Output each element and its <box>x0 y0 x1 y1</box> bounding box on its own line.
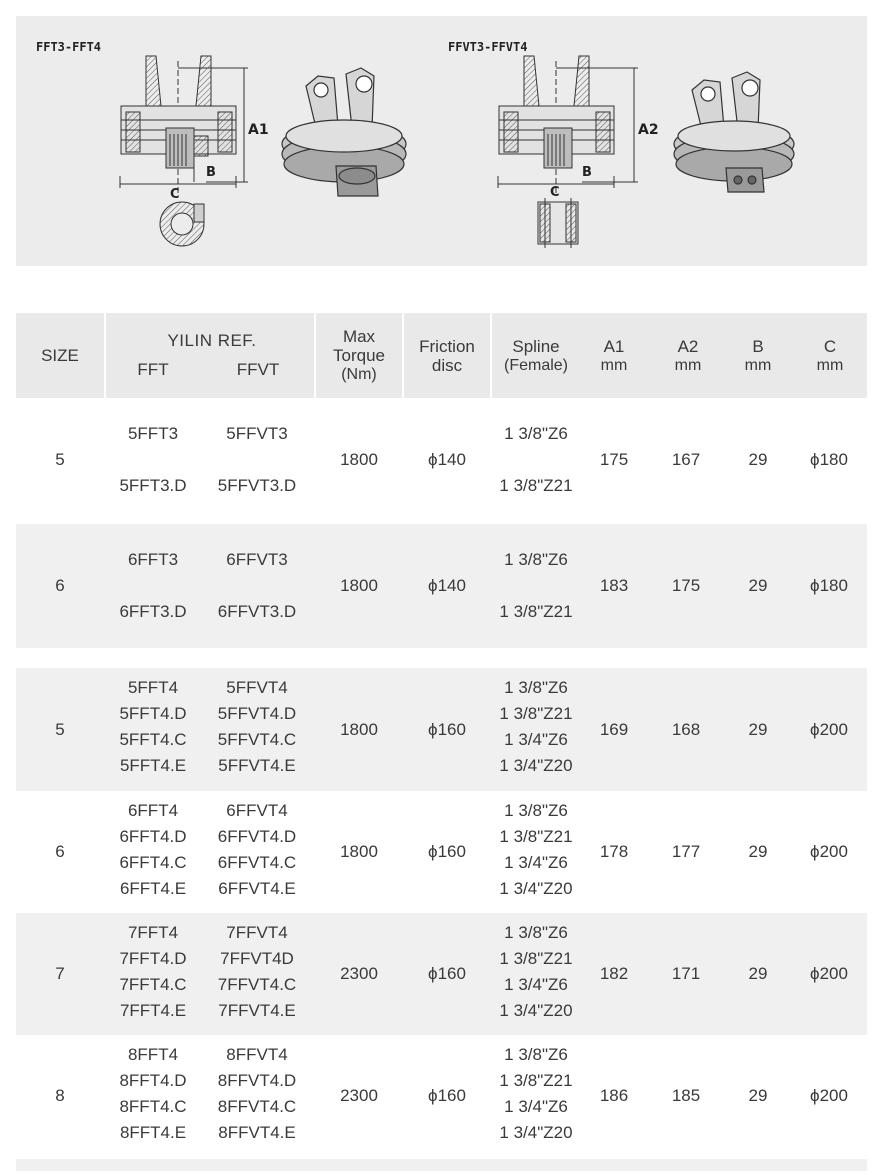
cell-ffvt-ref-line: 5FFVT4.C <box>217 730 297 749</box>
header-torque-line3: (Nm) <box>341 366 377 383</box>
table-row <box>16 913 867 1035</box>
cell-size: 5 <box>55 450 65 469</box>
spec-table <box>16 313 867 398</box>
cell-torque: 1800 <box>340 719 378 739</box>
cell-size: 8 <box>55 1086 65 1105</box>
cell-fft-ref-line: 6FFT4.D <box>119 827 187 846</box>
cell-ffvt-ref-line: 6FFVT3.D <box>217 602 297 621</box>
cell-ffvt-ref <box>212 398 302 522</box>
cell-spline-line: 1 3/8"Z21 <box>499 476 573 495</box>
cell-ffvt-ref-line: 6FFVT4 <box>226 801 288 820</box>
cell-ffvt-ref <box>212 668 302 791</box>
cell-spline-line: 1 3/4"Z20 <box>499 1123 573 1142</box>
header-a1-line1: A1 <box>603 336 625 356</box>
header-size-label: SIZE <box>41 346 79 365</box>
header-size <box>16 313 104 398</box>
cell-ffvt-ref-line: 7FFVT4 <box>226 923 288 942</box>
cell-spline-line: 1 3/8"Z6 <box>504 923 568 942</box>
cell-a1: 182 <box>599 964 629 983</box>
fft-section-drawing <box>120 56 248 246</box>
cell-fft-ref <box>108 791 198 913</box>
cell-c: ϕ180 <box>810 450 848 469</box>
table-row <box>16 668 867 791</box>
cell-ffvt-ref-line: 6FFVT3 <box>226 550 288 569</box>
table-row <box>16 1035 867 1157</box>
cell-friction-disc: ϕ160 <box>428 964 466 983</box>
cell-spline-line: 1 3/8"Z6 <box>504 678 568 697</box>
cell-spline-line: 1 3/4"Z6 <box>504 1097 568 1116</box>
cell-spline-line: 1 3/4"Z20 <box>499 879 573 898</box>
cell-spline <box>492 1035 580 1157</box>
cell-fft-ref <box>108 398 198 522</box>
cell-fft-ref-line: 6FFT3 <box>127 550 179 569</box>
header-a2-line2: mm <box>674 356 702 374</box>
cell-fft-ref-line: 7FFT4.C <box>119 975 187 994</box>
cell-c: ϕ200 <box>810 1086 848 1105</box>
cell-fft-ref-line: 6FFT4.E <box>119 879 187 898</box>
cell-a2: 171 <box>671 964 701 983</box>
cell-fft-ref-line: 5FFT3 <box>127 424 179 443</box>
cell-fft-ref <box>108 1035 198 1157</box>
cell-spline <box>492 791 580 913</box>
cell-fft-ref-line: 5FFT4.D <box>119 704 187 723</box>
cell-fft-ref-line: 7FFT4.D <box>119 949 187 968</box>
cell-size: 6 <box>55 576 65 595</box>
cell-b: 29 <box>748 450 768 469</box>
cell-ffvt-ref-line: 8FFVT4 <box>226 1045 288 1064</box>
header-spline-line2: (Female) <box>503 356 568 374</box>
cell-fft-ref-line: 8FFT4.C <box>119 1097 187 1116</box>
cell-spline <box>492 913 580 1035</box>
cell-fft-ref-line: 8FFT4.E <box>119 1123 187 1142</box>
cell-spline-line: 1 3/8"Z21 <box>499 827 573 846</box>
header-b <box>724 313 792 398</box>
header-friction <box>404 313 490 398</box>
cell-ffvt-ref-line: 7FFVT4D <box>220 949 294 968</box>
cell-ffvt-ref <box>212 913 302 1035</box>
cell-ffvt-ref-line: 6FFVT4.D <box>217 827 297 846</box>
cell-friction-disc: ϕ160 <box>428 1086 466 1105</box>
header-a1 <box>580 313 648 398</box>
cell-fft-ref <box>108 913 198 1035</box>
header-friction-line2: disc <box>431 355 463 375</box>
cell-friction-disc: ϕ140 <box>428 576 466 595</box>
cell-friction-disc: ϕ160 <box>428 719 466 739</box>
cell-spline-line: 1 3/4"Z6 <box>504 730 568 749</box>
cell-a2: 177 <box>671 842 701 861</box>
cell-spline <box>492 524 580 648</box>
cell-fft-ref-line: 6FFT3.D <box>119 602 187 621</box>
cell-spline-line: 1 3/4"Z20 <box>499 756 573 775</box>
cell-c: ϕ200 <box>810 964 848 983</box>
cell-c: ϕ180 <box>810 576 848 595</box>
cell-spline <box>492 398 580 522</box>
figure-title-fft: FFT3-FFT4 <box>36 40 102 54</box>
cell-spline-line: 1 3/8"Z6 <box>504 801 568 820</box>
cell-a2: 175 <box>671 576 701 595</box>
cell-spline-line: 1 3/8"Z21 <box>499 704 573 723</box>
cell-ffvt-ref-line: 8FFVT4.D <box>217 1071 297 1090</box>
header-a1-line2: mm <box>600 356 628 374</box>
header-friction-line1: Friction <box>419 336 475 356</box>
header-torque <box>316 313 402 398</box>
header-yilin-label: YILIN REF. <box>167 331 257 350</box>
cell-spline-line: 1 3/8"Z21 <box>499 1071 573 1090</box>
diagram-panel <box>16 16 867 266</box>
dim-label-c-left: C <box>170 187 180 202</box>
cell-friction-disc: ϕ160 <box>428 842 466 861</box>
cell-torque: 1800 <box>340 842 378 861</box>
cell-ffvt-ref-line: 8FFVT4.E <box>218 1123 296 1142</box>
cell-ffvt-ref-line: 7FFVT4.E <box>218 1001 296 1020</box>
header-ffvt-label: FFVT <box>236 360 280 379</box>
cell-b: 29 <box>748 842 768 861</box>
cell-size: 7 <box>55 964 65 983</box>
cell-fft-ref <box>108 668 198 791</box>
cell-ffvt-ref <box>212 524 302 648</box>
cell-b: 29 <box>748 1086 768 1105</box>
header-a2-line1: A2 <box>677 336 699 356</box>
cell-fft-ref-line: 5FFT4.E <box>119 756 187 775</box>
cell-ffvt-ref-line: 5FFVT3.D <box>217 476 297 495</box>
cell-fft-ref-line: 8FFT4.D <box>119 1071 187 1090</box>
cell-fft-ref-line: 6FFT4.C <box>119 853 187 872</box>
cell-a2: 168 <box>671 719 701 739</box>
cell-ffvt-ref <box>212 791 302 913</box>
cell-friction-disc: ϕ140 <box>428 450 466 469</box>
cell-spline-line: 1 3/8"Z21 <box>499 602 573 621</box>
cell-a1: 183 <box>599 576 629 595</box>
cell-spline-line: 1 3/8"Z21 <box>499 949 573 968</box>
cell-spline-line: 1 3/8"Z6 <box>504 424 568 443</box>
cell-a2: 185 <box>671 1086 701 1105</box>
table-row <box>16 524 867 648</box>
cell-fft-ref-line: 5FFT3.D <box>119 476 187 495</box>
cell-b: 29 <box>748 576 768 595</box>
header-spline <box>492 313 580 398</box>
cell-ffvt-ref-line: 6FFVT4.E <box>218 879 296 898</box>
table-row <box>16 398 867 522</box>
cell-size: 6 <box>55 842 65 861</box>
cell-torque: 2300 <box>340 964 378 983</box>
table-bottom-band <box>16 1159 867 1171</box>
dim-label-a2: A2 <box>638 122 659 138</box>
header-a2 <box>654 313 722 398</box>
cell-spline-line: 1 3/4"Z6 <box>504 853 568 872</box>
cell-ffvt-ref-line: 8FFVT4.C <box>217 1097 297 1116</box>
figure-title-ffvt: FFVT3-FFVT4 <box>448 40 528 54</box>
ffvt-3d-view <box>674 72 794 192</box>
cell-ffvt-ref-line: 5FFVT3 <box>226 424 288 443</box>
header-b-line2: mm <box>744 356 772 374</box>
cell-a1: 175 <box>599 450 629 469</box>
cell-fft-ref-line: 6FFT4 <box>127 801 179 820</box>
header-torque-line1: Max <box>342 327 376 346</box>
cell-spline <box>492 668 580 791</box>
cell-fft-ref-line: 7FFT4 <box>127 923 179 942</box>
cell-spline-line: 1 3/4"Z6 <box>504 975 568 994</box>
dim-label-c-right: C <box>550 185 560 200</box>
cell-fft-ref-line: 5FFT4.C <box>119 730 187 749</box>
cell-a2: 167 <box>671 450 701 469</box>
cell-ffvt-ref-line: 7FFVT4.C <box>217 975 297 994</box>
cell-fft-ref-line: 8FFT4 <box>127 1045 179 1064</box>
cell-ffvt-ref-line: 5FFVT4.D <box>217 704 297 723</box>
cell-fft-ref <box>108 524 198 648</box>
cell-ffvt-ref-line: 6FFVT4.C <box>217 853 297 872</box>
cell-fft-ref-line: 5FFT4 <box>127 678 179 697</box>
cell-size: 5 <box>55 719 65 739</box>
cell-b: 29 <box>748 719 768 739</box>
cell-ffvt-ref-line: 5FFVT4.E <box>218 756 296 775</box>
cell-ffvt-ref <box>212 1035 302 1157</box>
header-c-line1: C <box>823 336 837 356</box>
cell-ffvt-ref-line: 5FFVT4 <box>226 678 288 697</box>
dim-label-b-right: B <box>582 165 592 180</box>
fft-3d-view <box>282 68 406 196</box>
cell-spline-line: 1 3/4"Z20 <box>499 1001 573 1020</box>
cell-a1: 169 <box>599 719 629 739</box>
header-torque-line2: Torque <box>333 346 385 365</box>
table-header <box>16 313 867 398</box>
header-b-line1: B <box>752 336 764 356</box>
header-c <box>796 313 864 398</box>
cell-a1: 186 <box>599 1086 629 1105</box>
cell-b: 29 <box>748 964 768 983</box>
cell-spline-line: 1 3/8"Z6 <box>504 1045 568 1064</box>
dim-label-b-left: B <box>206 165 216 180</box>
cell-a1: 178 <box>599 842 629 861</box>
cell-torque: 1800 <box>340 450 378 469</box>
header-fft-label: FFT <box>137 360 169 379</box>
cell-torque: 2300 <box>340 1086 378 1105</box>
ffvt-section-drawing <box>498 56 638 248</box>
cell-fft-ref-line: 7FFT4.E <box>119 1001 187 1020</box>
cell-spline-line: 1 3/8"Z6 <box>504 550 568 569</box>
header-c-line2: mm <box>816 356 844 374</box>
dim-label-a1: A1 <box>248 122 269 138</box>
cell-c: ϕ200 <box>810 719 848 739</box>
header-spline-line1: Spline <box>512 336 560 356</box>
cell-torque: 1800 <box>340 576 378 595</box>
clutch-technical-drawings <box>16 16 867 266</box>
cell-c: ϕ200 <box>810 842 848 861</box>
table-row <box>16 791 867 913</box>
